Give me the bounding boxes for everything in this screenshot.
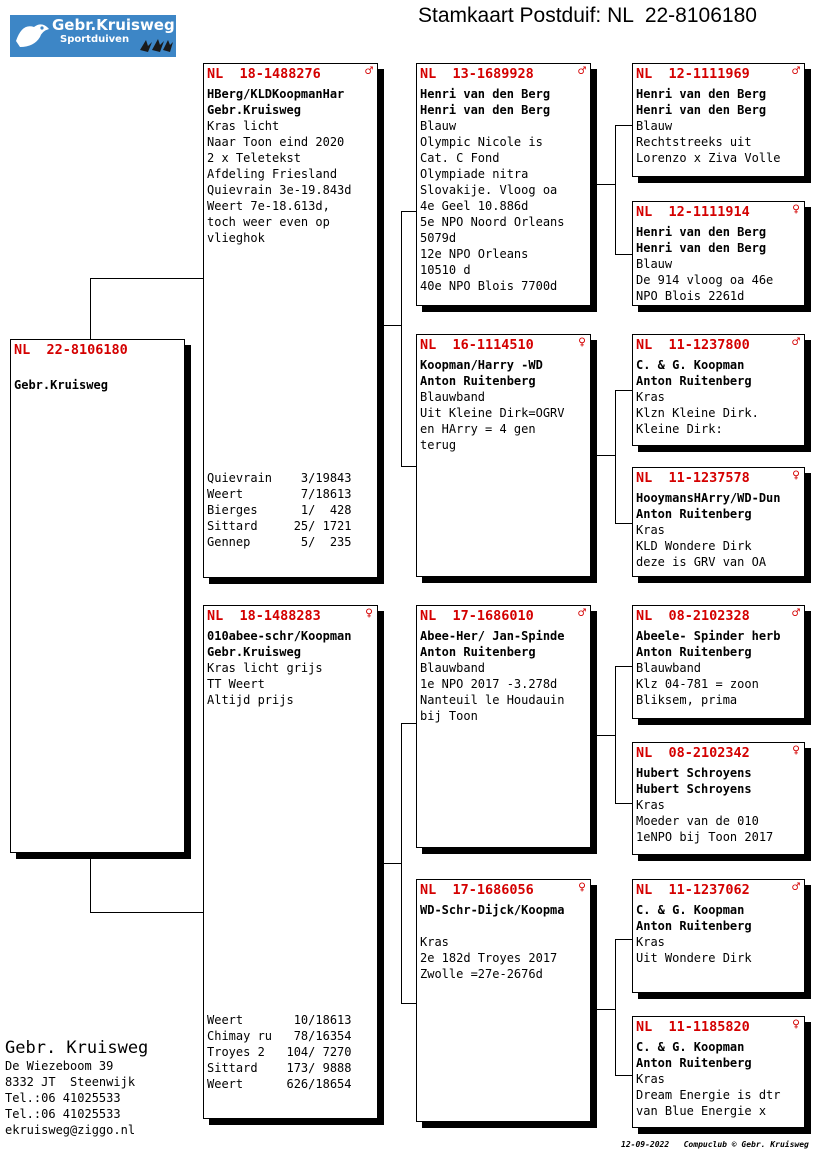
pigeon-note: Klz 04-781 = zoon	[636, 677, 759, 691]
pigeon-card-mm	[416, 879, 591, 1122]
pigeon-color: Blauwband	[636, 661, 702, 675]
pigeon-note: 1eNPO bij Toon 2017	[636, 830, 774, 844]
owner-street: De Wiezeboom 39	[5, 1059, 114, 1073]
pigeon-color: Blauw	[636, 257, 673, 271]
pigeon-note: 40e NPO Blois 7700d	[420, 279, 558, 293]
owner-name: Gebr.Kruisweg	[14, 378, 108, 392]
female-icon: ♀	[792, 1017, 800, 1032]
pigeon-note: vlieghok	[207, 231, 265, 245]
female-icon: ♀	[578, 880, 586, 895]
owner-city: 8332 JT Steenwijk	[5, 1075, 136, 1089]
pigeon-breeder: Henri van den Berg	[636, 241, 767, 255]
owner-phone: Tel.:06 41025533	[5, 1091, 121, 1105]
pigeon-breeder: Anton Ruitenberg	[636, 645, 752, 659]
ring-number: NL 16-1114510	[420, 337, 534, 353]
pigeon-note: Nanteuil le Houdauin	[420, 693, 565, 707]
race-result: Bierges 1/ 428	[207, 503, 352, 517]
race-result: Troyes 2 104/ 7270	[207, 1045, 352, 1059]
ring-number: NL 22-8106180	[14, 342, 128, 358]
pigeon-card-mff	[632, 605, 805, 719]
pigeon-color: Kras	[636, 523, 665, 537]
pigeon-note: Uit Kleine Dirk=OGRV	[420, 406, 565, 420]
pigeon-card-mmm	[632, 1016, 805, 1128]
pigeon-card-father	[203, 63, 378, 578]
pigeon-note: Slovakije. Vloog oa	[420, 183, 558, 197]
logo-subtitle: Sportduiven	[60, 34, 130, 45]
male-icon: ♂	[792, 606, 800, 621]
pigeon-color: Blauwband	[420, 661, 486, 675]
flying-pigeons-icon	[138, 36, 174, 54]
pigeon-color: Kras	[420, 935, 449, 949]
logo-title: Gebr.Kruisweg	[52, 16, 175, 34]
pigeon-card-mmf	[632, 879, 805, 993]
pigeon-note: 4e Geel 10.886d	[420, 199, 529, 213]
pigeon-note: Klzn Kleine Dirk.	[636, 406, 759, 420]
pigeon-name: Abeele- Spinder herb	[636, 629, 781, 643]
pigeon-note: 1e NPO 2017 -3.278d	[420, 677, 558, 691]
pigeon-note: toch weer even op	[207, 215, 330, 229]
ring-number: NL 17-1686056	[420, 882, 534, 898]
pigeon-name: Koopman/Harry -WD	[420, 358, 543, 372]
pigeon-note: Bliksem, prima	[636, 693, 738, 707]
ring-number: NL 11-1237578	[636, 470, 750, 486]
pigeon-card-fmf	[632, 334, 805, 446]
pigeon-note: Dream Energie is dtr	[636, 1088, 781, 1102]
club-logo	[10, 15, 176, 57]
pigeon-note: Weert 7e-18.613d,	[207, 199, 330, 213]
pigeon-note: De 914 vloog oa 46e	[636, 273, 774, 287]
pigeon-note: Rechtstreeks uit	[636, 135, 752, 149]
pigeon-card-mother	[203, 605, 378, 1119]
pigeon-name: Hubert Schroyens	[636, 766, 752, 780]
pigeon-note: 2 x Teletekst	[207, 151, 301, 165]
race-result: Sittard 25/ 1721	[207, 519, 352, 533]
owner-phone: Tel.:06 41025533	[5, 1107, 121, 1121]
pigeon-note: en HArry = 4 gen	[420, 422, 536, 436]
ring-number: NL 11-1237800	[636, 337, 750, 353]
ring-number: NL 11-1185820	[636, 1019, 750, 1035]
male-icon: ♂	[578, 606, 586, 621]
race-result: Chimay ru 78/16354	[207, 1029, 352, 1043]
pigeon-color: Kras	[636, 390, 665, 404]
ring-number: NL 17-1686010	[420, 608, 534, 624]
female-icon: ♀	[792, 202, 800, 217]
ring-number: NL 08-2102328	[636, 608, 750, 624]
pigeon-note: Zwolle =27e-2676d	[420, 967, 543, 981]
female-icon: ♀	[365, 606, 373, 621]
pigeon-note: TT Weert	[207, 677, 265, 691]
pigeon-name: C. & G. Koopman	[636, 358, 745, 372]
pigeon-breeder: Henri van den Berg	[636, 103, 767, 117]
pigeon-breeder: Gebr.Kruisweg	[207, 103, 301, 117]
pigeon-card-ffm	[632, 201, 805, 306]
pigeon-note: 10510 d	[420, 263, 471, 277]
pigeon-note: KLD Wondere Dirk	[636, 539, 752, 553]
pigeon-name: Henri van den Berg	[636, 87, 767, 101]
owner-email: ekruisweg@ziggo.nl	[5, 1123, 136, 1137]
ring-number: NL 12-1111914	[636, 204, 750, 220]
pigeon-breeder: Anton Ruitenberg	[420, 374, 536, 388]
pigeon-name: WD-Schr-Dijck/Koopma	[420, 903, 565, 917]
pigeon-card-mf	[416, 605, 591, 848]
ring-number: NL 11-1237062	[636, 882, 750, 898]
pigeon-note: 2e 182d Troyes 2017	[420, 951, 558, 965]
pigeon-note: Afdeling Friesland	[207, 167, 338, 181]
pigeon-breeder: Anton Ruitenberg	[636, 1056, 752, 1070]
pigeon-breeder: Henri van den Berg	[420, 103, 551, 117]
pigeon-color: Kras licht	[207, 119, 280, 133]
pigeon-color: Blauwband	[420, 390, 486, 404]
page-title: Stamkaart Postduif: NL 22-8106180	[418, 4, 757, 27]
pigeon-breeder: Anton Ruitenberg	[420, 645, 536, 659]
female-icon: ♀	[578, 335, 586, 350]
pigeon-note: 12e NPO Orleans	[420, 247, 529, 261]
male-icon: ♂	[792, 64, 800, 79]
pigeon-breeder: Anton Ruitenberg	[636, 919, 752, 933]
pigeon-note: van Blue Energie x	[636, 1104, 767, 1118]
pigeon-name: Henri van den Berg	[636, 225, 767, 239]
race-result: Weert 7/18613	[207, 487, 352, 501]
pigeon-note: 5079d	[420, 231, 457, 245]
pigeon-color: Kras	[636, 1072, 665, 1086]
pigeon-name: Henri van den Berg	[420, 87, 551, 101]
pigeon-note: Altijd prijs	[207, 693, 294, 707]
race-result: Weert 10/18613	[207, 1013, 352, 1027]
pigeon-note: bij Toon	[420, 709, 478, 723]
ring-number: NL 18-1488283	[207, 608, 321, 624]
ring-number: NL 12-1111969	[636, 66, 750, 82]
pigeon-name: C. & G. Koopman	[636, 903, 745, 917]
pigeon-card-mfm	[632, 742, 805, 855]
female-icon: ♀	[792, 468, 800, 483]
pigeon-note: Uit Wondere Dirk	[636, 951, 752, 965]
pigeon-card-main	[10, 339, 185, 853]
pigeon-color: Kras	[636, 935, 665, 949]
pigeon-card-fm	[416, 334, 591, 577]
pigeon-note: Naar Toon eind 2020	[207, 135, 345, 149]
pigeon-icon	[12, 17, 52, 55]
owner-name: Gebr. Kruisweg	[5, 1038, 149, 1058]
pigeon-color: Blauw	[636, 119, 673, 133]
pigeon-note: deze is GRV van OA	[636, 555, 767, 569]
pigeon-color: Kras	[636, 798, 665, 812]
race-result: Sittard 173/ 9888	[207, 1061, 352, 1075]
pigeon-breeder: Anton Ruitenberg	[636, 507, 752, 521]
pigeon-breeder: Gebr.Kruisweg	[207, 645, 301, 659]
pigeon-note: NPO Blois 2261d	[636, 289, 745, 303]
pigeon-note: Kleine Dirk:	[636, 422, 723, 436]
male-icon: ♂	[792, 880, 800, 895]
pigeon-card-fff	[632, 63, 805, 177]
pigeon-name: Abee-Her/ Jan-Spinde	[420, 629, 565, 643]
female-icon: ♀	[792, 743, 800, 758]
male-icon: ♂	[365, 64, 373, 79]
pigeon-note: Quievrain 3e-19.843d	[207, 183, 352, 197]
pigeon-color: Kras licht grijs	[207, 661, 323, 675]
print-footer: 12-09-2022 Compuclub © Gebr. Kruisweg	[621, 1140, 809, 1149]
pigeon-note: Moeder van de 010	[636, 814, 759, 828]
pigeon-note: terug	[420, 438, 457, 452]
pigeon-name: 010abee-schr/Koopman	[207, 629, 352, 643]
ring-number: NL 13-1689928	[420, 66, 534, 82]
pigeon-name: C. & G. Koopman	[636, 1040, 745, 1054]
pigeon-note: 5e NPO Noord Orleans	[420, 215, 565, 229]
pigeon-breeder: Anton Ruitenberg	[636, 374, 752, 388]
pigeon-name: HBerg/KLDKoopmanHar	[207, 87, 345, 101]
ring-number: NL 08-2102342	[636, 745, 750, 761]
owner-address-block	[5, 1038, 148, 1138]
pigeon-color: Blauw	[420, 119, 457, 133]
pigeon-breeder: Hubert Schroyens	[636, 782, 752, 796]
pigeon-note: Lorenzo x Ziva Volle	[636, 151, 781, 165]
male-icon: ♂	[578, 64, 586, 79]
pigeon-card-fmm	[632, 467, 805, 577]
race-result: Quievrain 3/19843	[207, 471, 352, 485]
male-icon: ♂	[792, 335, 800, 350]
race-result: Weert 626/18654	[207, 1077, 352, 1091]
pigeon-card-ff	[416, 63, 591, 306]
pigeon-note: Olympiade nitra	[420, 167, 529, 181]
ring-number: NL 18-1488276	[207, 66, 321, 82]
pigeon-name: HooymansHArry/WD-Dun	[636, 491, 781, 505]
pigeon-note: Cat. C Fond	[420, 151, 500, 165]
pigeon-note: Olympic Nicole is	[420, 135, 543, 149]
race-result: Gennep 5/ 235	[207, 535, 352, 549]
